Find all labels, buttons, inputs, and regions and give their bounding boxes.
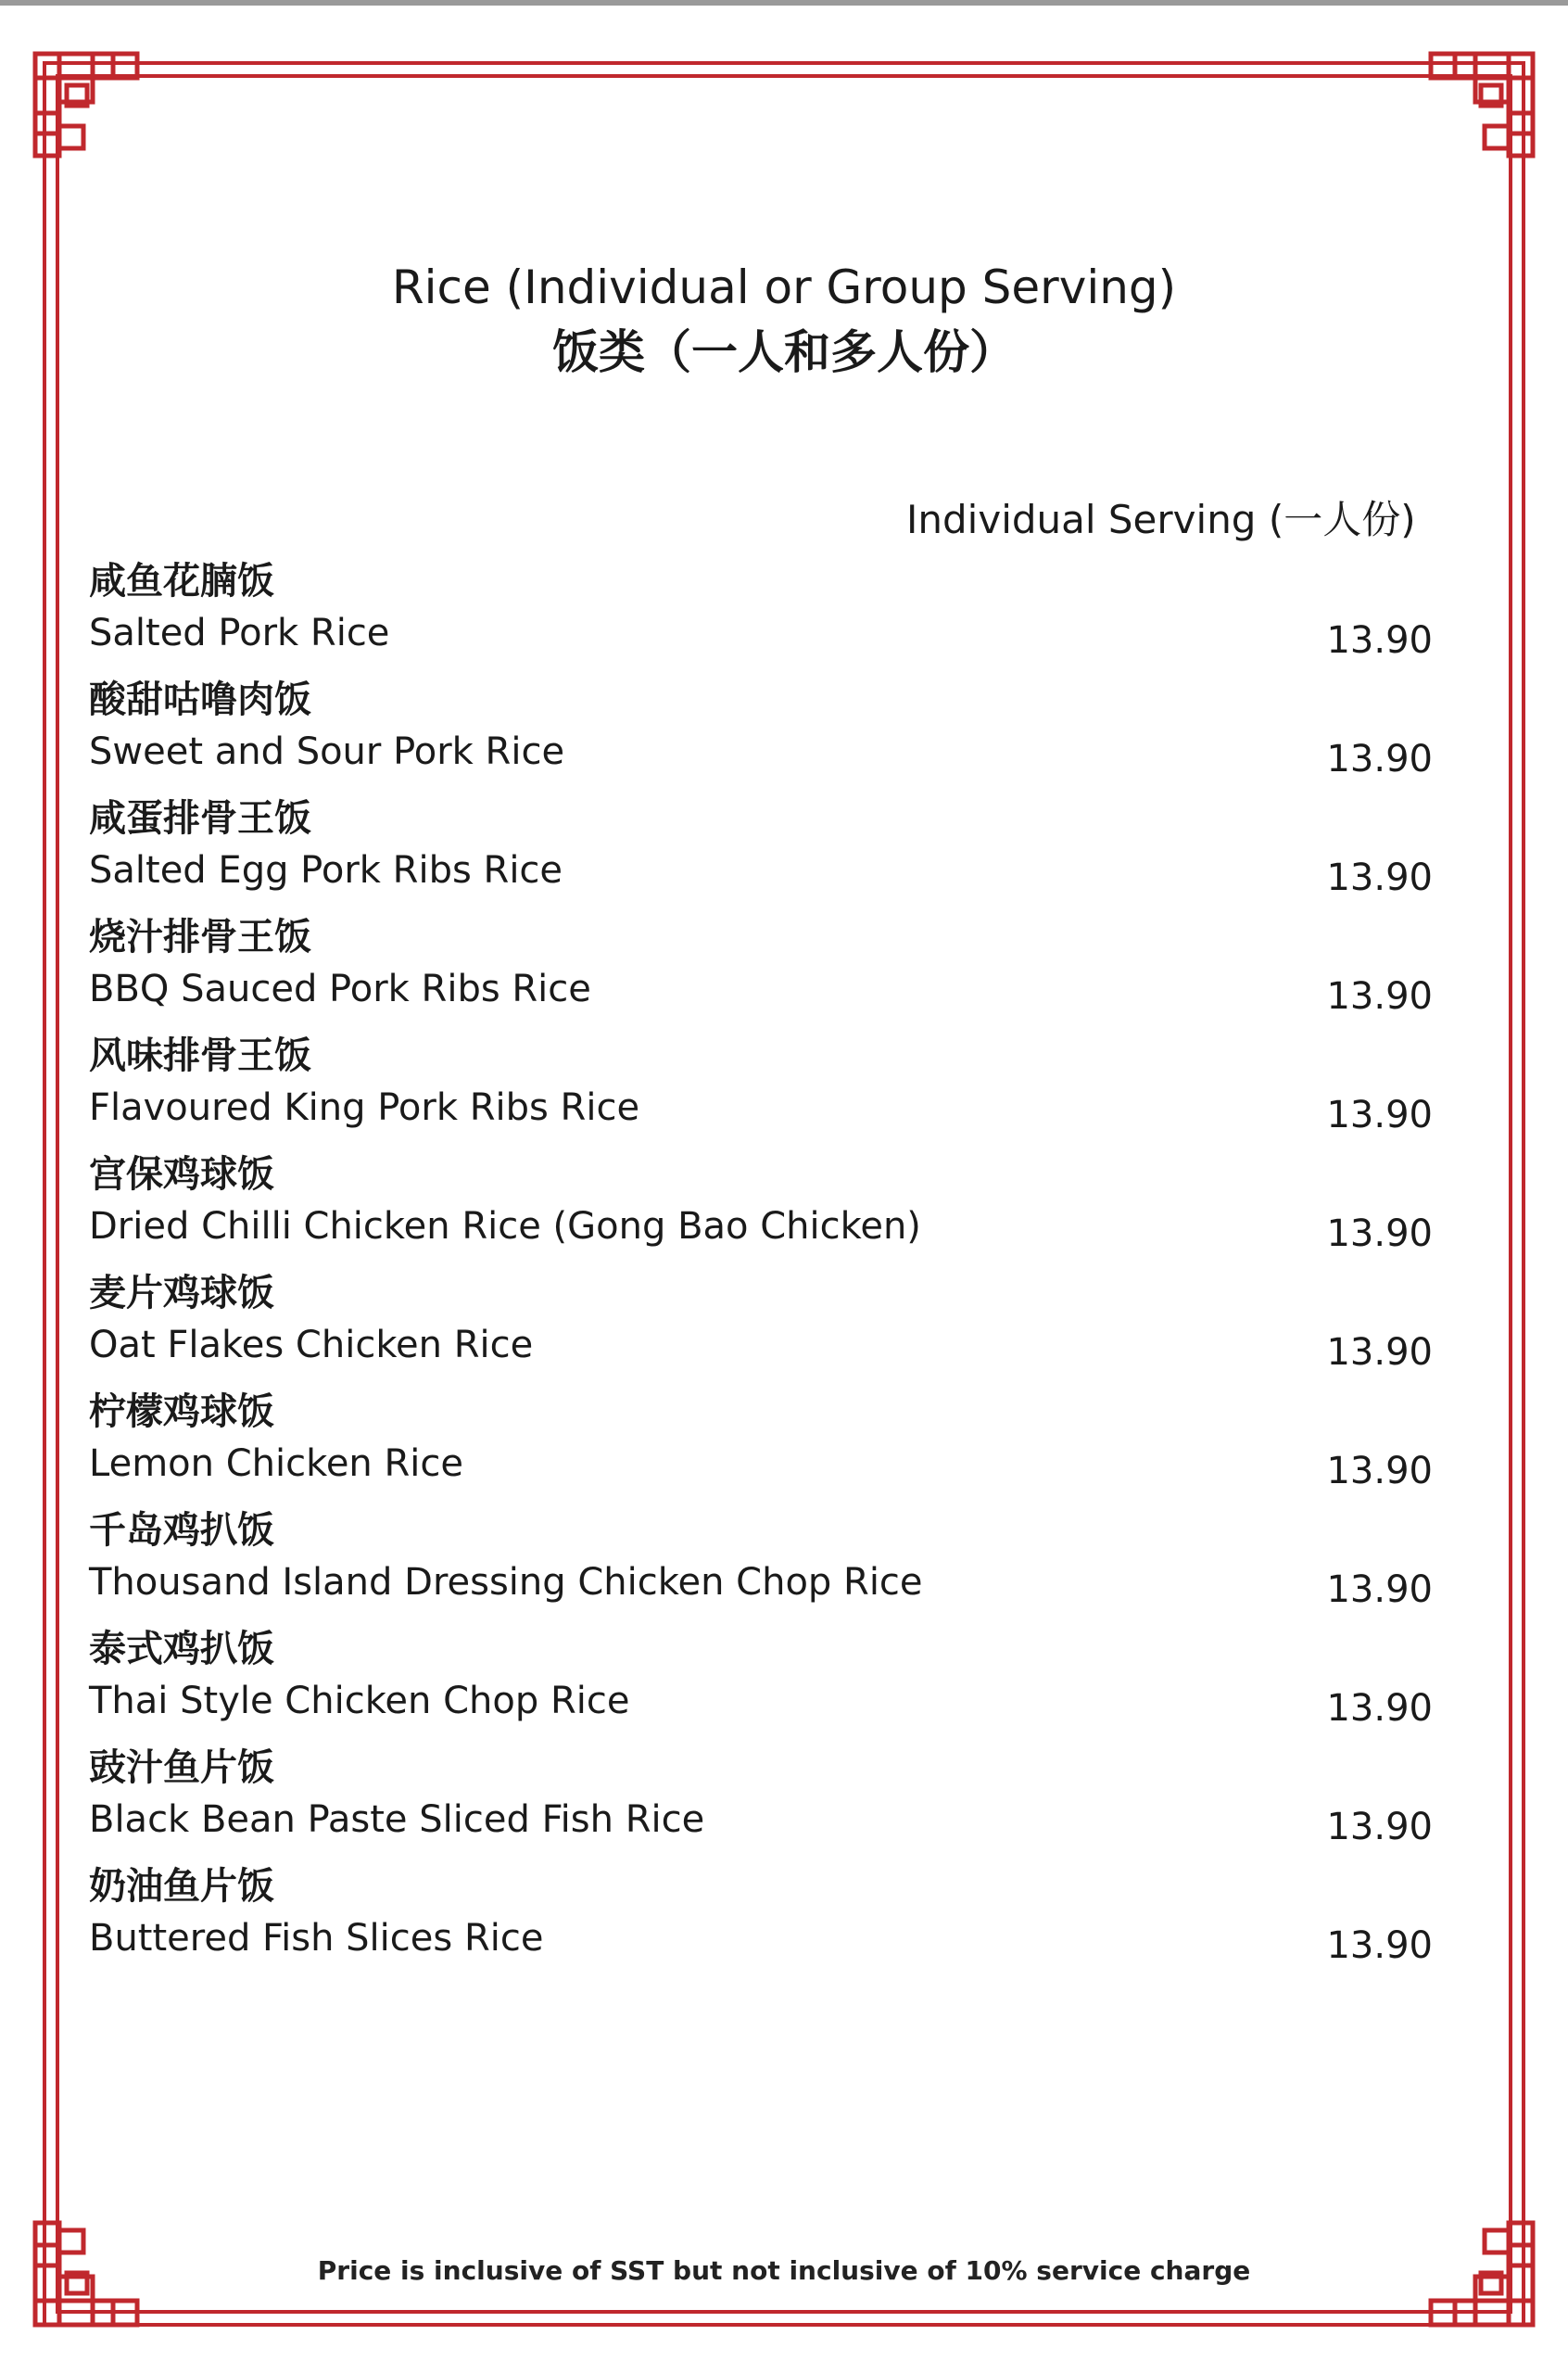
menu-item-price: 13.90 — [1326, 738, 1433, 780]
menu-item — [89, 1149, 1433, 1268]
menu-item-english-name: Dried Chilli Chicken Rice (Gong Bao Chicken) — [89, 1205, 921, 1248]
menu-item-price: 13.90 — [1326, 1094, 1433, 1136]
menu-item-price: 13.90 — [1326, 619, 1433, 662]
menu-item-chinese-name: 咸蛋排骨王饭 — [89, 797, 311, 840]
menu-item — [89, 912, 1433, 1031]
page-title: Rice (Individual or Group Serving) — [391, 260, 1177, 314]
menu-item-price: 13.90 — [1326, 1568, 1433, 1611]
menu-item-chinese-name: 酸甜咕噜肉饭 — [89, 679, 311, 721]
menu-item — [89, 793, 1433, 912]
menu-item-price: 13.90 — [1326, 1687, 1433, 1730]
menu-item-english-name: Oat Flakes Chicken Rice — [89, 1324, 534, 1366]
menu-item — [89, 1505, 1433, 1624]
menu-item-chinese-name: 麦片鸡球饭 — [89, 1272, 274, 1314]
menu-item — [89, 675, 1433, 793]
menu-item — [89, 1861, 1433, 1980]
menu-item-english-name: Lemon Chicken Rice — [89, 1442, 464, 1485]
menu-item — [89, 556, 1433, 675]
menu-item — [89, 1624, 1433, 1743]
menu-item-english-name: Thousand Island Dressing Chicken Chop Rice — [89, 1561, 923, 1604]
menu-item-english-name: Sweet and Sour Pork Rice — [89, 730, 565, 773]
corner-ornament-top-right — [1431, 54, 1533, 156]
menu-item-list — [89, 556, 1433, 1980]
menu-item-price: 13.90 — [1326, 1450, 1433, 1492]
menu-item-english-name: BBQ Sauced Pork Ribs Rice — [89, 968, 591, 1010]
menu-item-chinese-name: 咸鱼花腩饭 — [89, 560, 274, 603]
page-title-chinese: 饭类（一人和多人份） — [552, 325, 1016, 379]
menu-item — [89, 1387, 1433, 1505]
menu-item-chinese-name: 烧汁排骨王饭 — [89, 916, 311, 958]
menu-item — [89, 1743, 1433, 1861]
menu-item-price: 13.90 — [1326, 975, 1433, 1018]
menu-item-price: 13.90 — [1326, 1806, 1433, 1848]
menu-item-price: 13.90 — [1326, 1212, 1433, 1255]
menu-item-chinese-name: 千岛鸡扒饭 — [89, 1509, 274, 1552]
menu-item-chinese-name: 风味排骨王饭 — [89, 1034, 311, 1077]
price-note: Price is inclusive of SST but not inclusive of 10% service charge — [317, 2255, 1251, 2286]
menu-item-english-name: Black Bean Paste Sliced Fish Rice — [89, 1798, 705, 1841]
menu-item-english-name: Thai Style Chicken Chop Rice — [89, 1680, 630, 1722]
menu-item-price: 13.90 — [1326, 1924, 1433, 1967]
menu-item-english-name: Flavoured King Pork Ribs Rice — [89, 1086, 640, 1129]
menu-item-english-name: Salted Egg Pork Ribs Rice — [89, 849, 563, 892]
corner-ornament-top-left — [35, 54, 137, 156]
menu-item — [89, 1031, 1433, 1149]
menu-item-english-name: Buttered Fish Slices Rice — [89, 1917, 544, 1960]
menu-item-chinese-name: 柠檬鸡球饭 — [89, 1390, 274, 1433]
menu-item-english-name: Salted Pork Rice — [89, 612, 390, 654]
menu-item-price: 13.90 — [1326, 1331, 1433, 1374]
menu-item-chinese-name: 宫保鸡球饭 — [89, 1153, 274, 1196]
menu-item — [89, 1268, 1433, 1387]
column-header-individual-serving: Individual Serving (一人份) — [906, 497, 1416, 542]
menu-item-chinese-name: 奶油鱼片饭 — [89, 1865, 274, 1908]
menu-item-price: 13.90 — [1326, 857, 1433, 899]
menu-item-chinese-name: 豉汁鱼片饭 — [89, 1746, 274, 1789]
menu-item-chinese-name: 泰式鸡扒饭 — [89, 1628, 274, 1670]
